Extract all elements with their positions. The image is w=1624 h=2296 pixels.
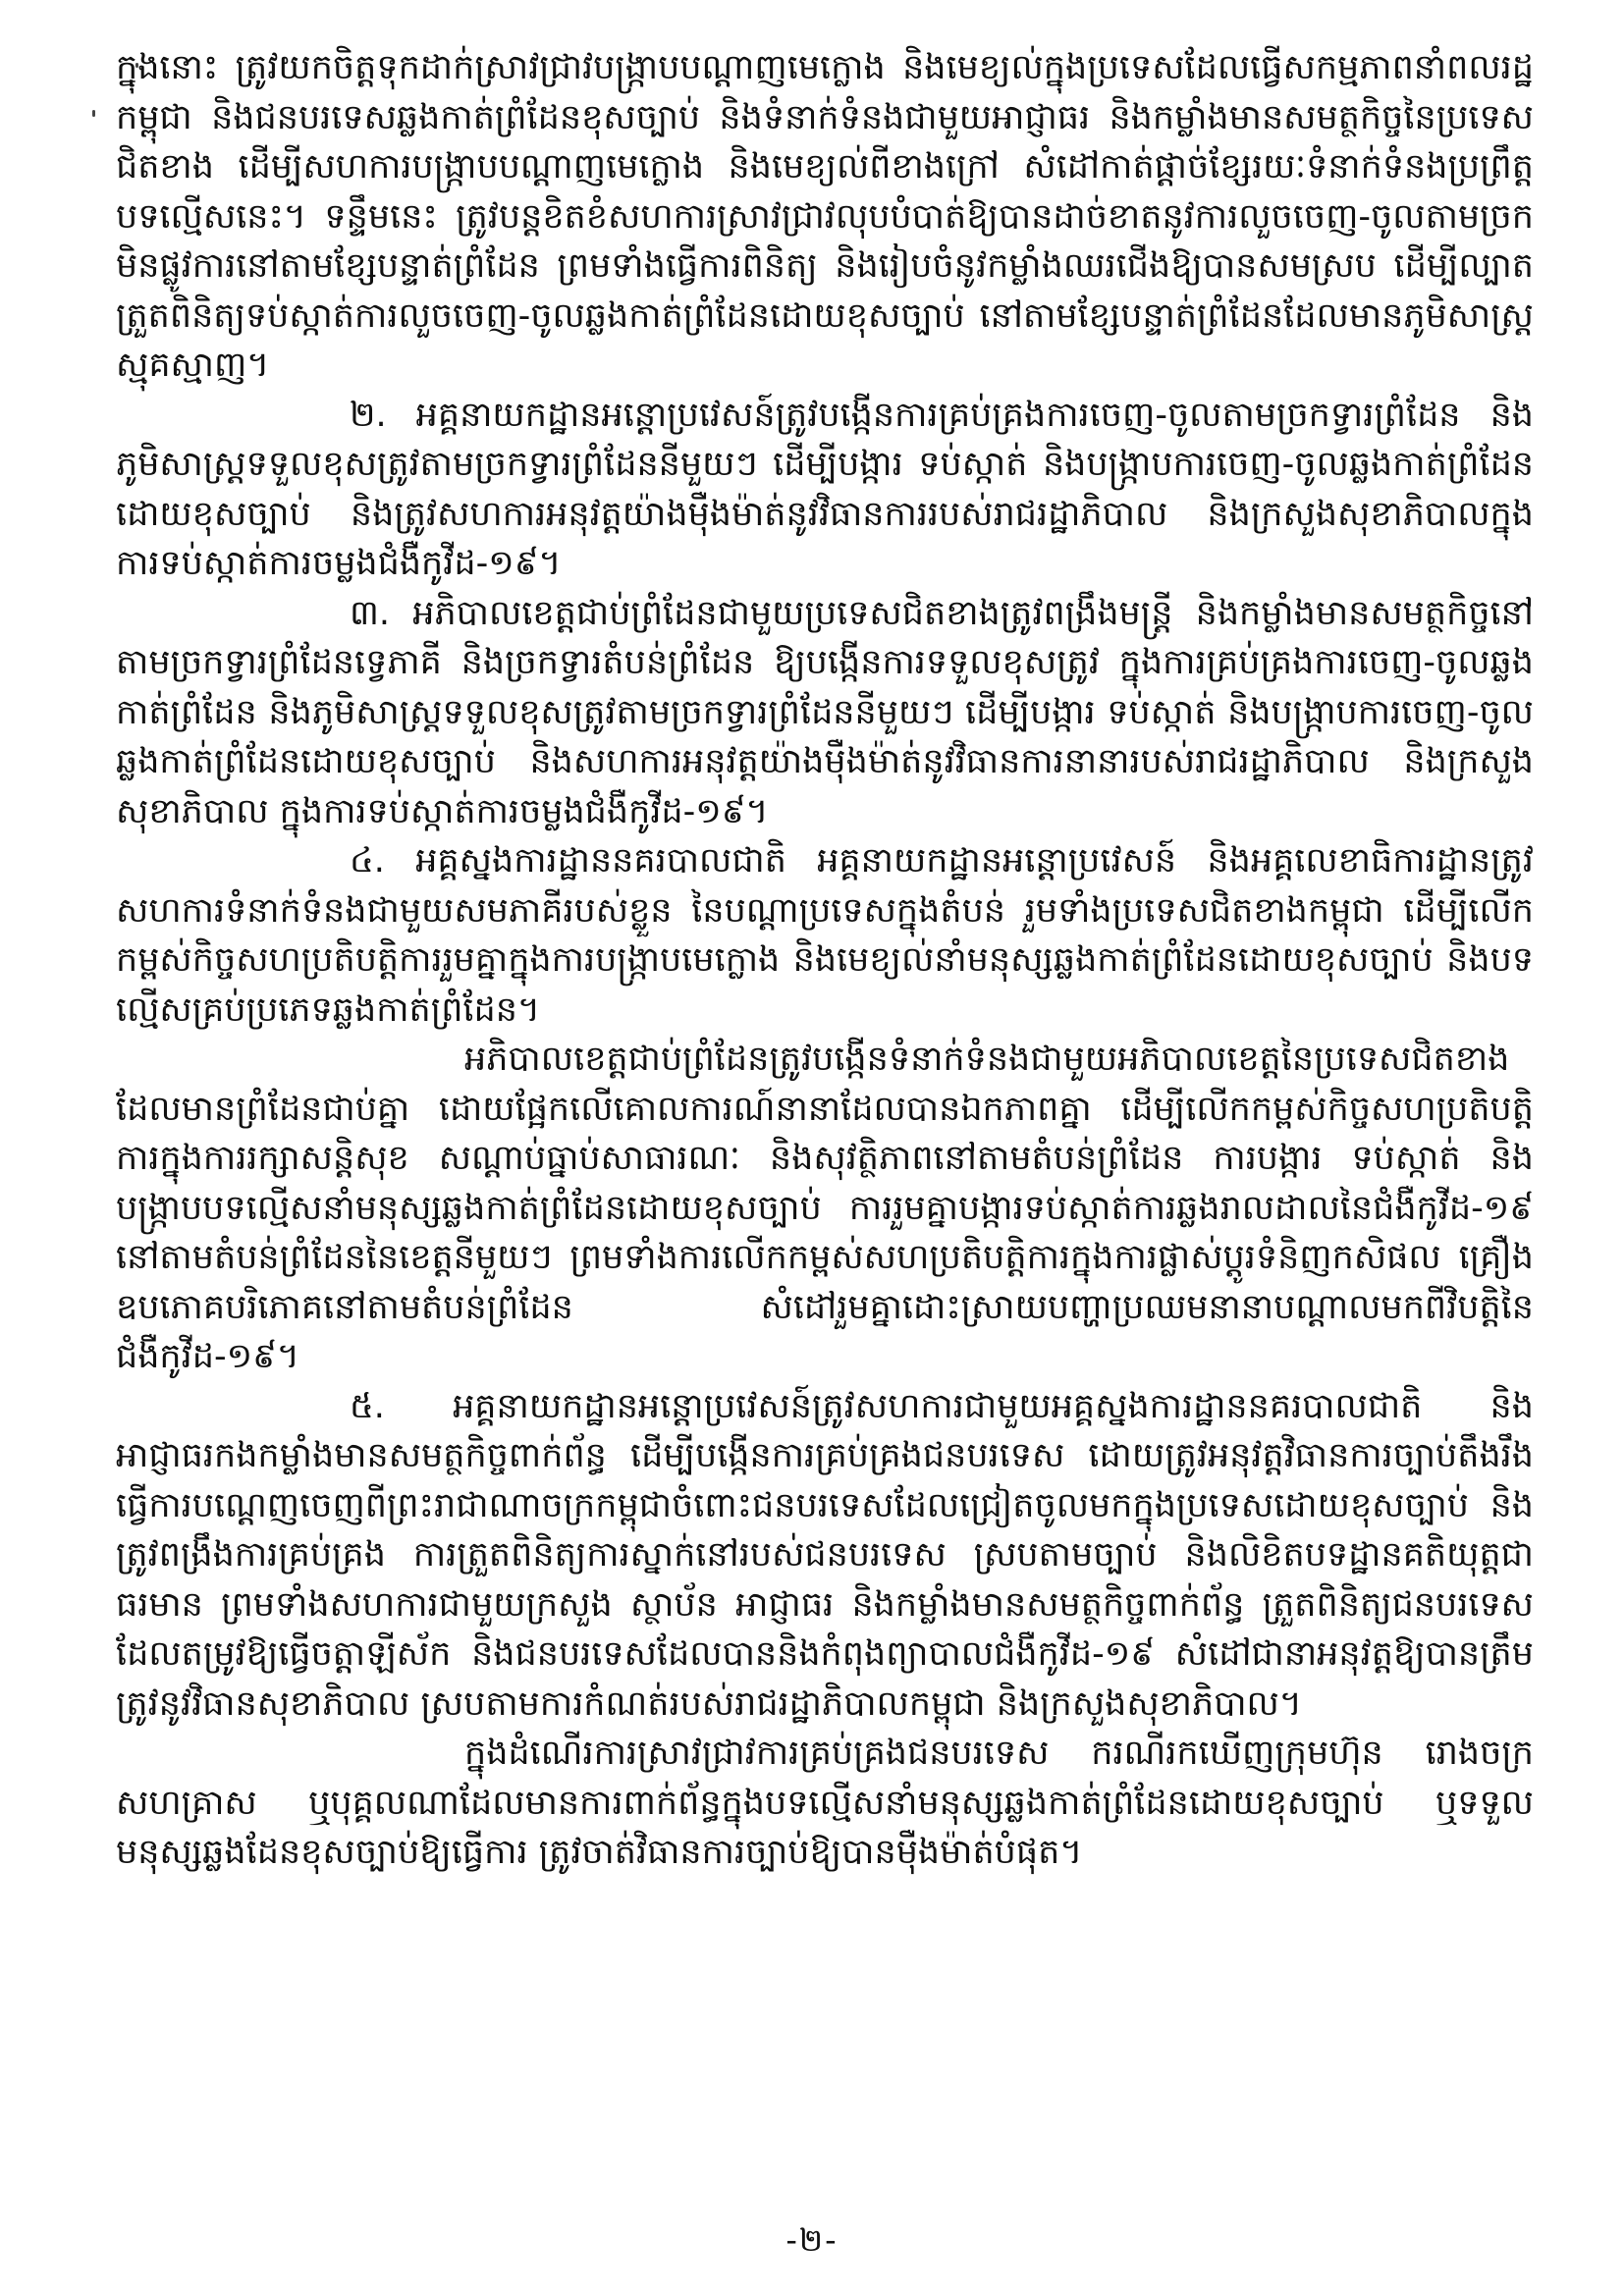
paragraph-item-4-continued: អភិបាលខេត្តជាប់ព្រំដែនត្រូវបង្កើនទំនាក់ទំនងជាមួយអភិបាលខេត្តនៃប្រទេសជិតខាងដែលមានព្រំដែនជាប់គ្នា ដោយផ្អែកលើគោលការណ៍នានាដែលបានឯកភាពគ្នា ដើម្បីលើកកម្ពស់កិច្ចសហប្រតិបត្តិការក្នុងការរក្សាសន្តិសុខ សណ្តាប់ធ្នាប់សាធារណៈ និងសុវត្ថិភាពនៅតាមតំបន់ព្រំដែន ការបង្ការ ទប់ស្កាត់ និងបង្ក្រាបបទល្មើសនាំមនុស្សឆ្លងកាត់ព្រំដែនដោយខុសច្បាប់ ការរួមគ្នាបង្ការទប់ស្កាត់ការឆ្លងរាលដាលនៃជំងឺកូវីដ-១៩ នៅតាមតំបន់ព្រំដែននៃខេត្តនីមួយៗ ព្រមទាំងការលើកកម្ពស់សហប្រតិបត្តិការក្នុងការផ្លាស់ប្តូរទំនិញកសិផល គ្រឿងឧបភោគបរិភោគនៅតាមតំបន់ព្រំដែន សំដៅរួមគ្នាដោះស្រាយបញ្ហាប្រឈមនានាបណ្តាលមកពីវិបត្តិនៃជំងឺកូវីដ-១៩។: [116, 1040, 1534, 1376]
paragraph-intro: ក្នុងនោះ ត្រូវយកចិត្តទុកដាក់ស្រាវជ្រាវបង្ក្រាបបណ្តាញមេក្លោង និងមេខ្យល់ក្នុងប្រទេសដែលធ្វើសកម្មភាពនាំពលរដ្ឋកម្ពុជា និងជនបរទេសឆ្លងកាត់ព្រំដែនខុសច្បាប់ និងទំនាក់ទំនងជាមួយអាជ្ញាធរ និងកម្លាំងមានសមត្ថកិច្ចនៃប្រទេសជិតខាង ដើម្បីសហការបង្ក្រាបបណ្តាញមេក្លោង និងមេខ្យល់ពីខាងក្រៅ សំដៅកាត់ផ្តាច់ខ្សែរយៈទំនាក់ទំនងប្រព្រឹត្តបទល្មើសនេះ។ ទន្ទឹមនេះ ត្រូវបន្តខិតខំសហការស្រាវជ្រាវលុបបំបាត់ឱ្យបានដាច់ខាតនូវការលួចចេញ-ចូលតាមច្រកមិនផ្លូវការនៅតាមខ្សែបន្ទាត់ព្រំដែន ព្រមទាំងធ្វើការពិនិត្យ និងរៀបចំនូវកម្លាំងឈរជើងឱ្យបានសមស្រប ដើម្បីល្បាតត្រួតពិនិត្យទប់ស្កាត់ការលួចចេញ-ចូលឆ្លងកាត់ព្រំដែនដោយខុសច្បាប់ នៅតាមខ្សែបន្ទាត់ព្រំដែនដែលមានភូមិសាស្ត្រស្មុគស្មាញ។: [116, 48, 1534, 385]
scan-speck: [92, 110, 95, 117]
paragraph-item-3: ៣. អភិបាលខេត្តជាប់ព្រំដែនជាមួយប្រទេសជិតខាងត្រូវពង្រឹងមន្ត្រី និងកម្លាំងមានសមត្ថកិច្ចនៅតាមច្រកទ្វារព្រំដែនទ្វេភាគី និងច្រកទ្វារតំបន់ព្រំដែន ឱ្យបង្កើនការទទួលខុសត្រូវ ក្នុងការគ្រប់គ្រងការចេញ-ចូលឆ្លងកាត់ព្រំដែន និងភូមិសាស្ត្រទទួលខុសត្រូវតាមច្រកទ្វារព្រំដែននីមួយៗ ដើម្បីបង្ការ ទប់ស្កាត់ និងបង្ក្រាបការចេញ-ចូលឆ្លងកាត់ព្រំដែនដោយខុសច្បាប់ និងសហការអនុវត្តយ៉ាងម៉ឺងម៉ាត់នូវវិធានការនានារបស់រាជរដ្ឋាភិបាល និងក្រសួងសុខាភិបាល ក្នុងការទប់ស្កាត់ការចម្លងជំងឺកូវីដ-១៩។: [116, 593, 1534, 831]
document-page: [116, 43, 1534, 2242]
paragraph-item-2: ២. អគ្គនាយកដ្ឋានអន្តោប្រវេសន៍ត្រូវបង្កើនការគ្រប់គ្រងការចេញ-ចូលតាមច្រកទ្វារព្រំដែន និងភូមិសាស្ត្រទទួលខុសត្រូវតាមច្រកទ្វារព្រំដែននីមួយៗ ដើម្បីបង្ការ ទប់ស្កាត់ និងបង្ក្រាបការចេញ-ចូលឆ្លងកាត់ព្រំដែនដោយខុសច្បាប់ និងត្រូវសហការអនុវត្តយ៉ាងម៉ឺងម៉ាត់នូវវិធានការរបស់រាជរដ្ឋាភិបាល និងក្រសួងសុខាភិបាលក្នុងការទប់ស្កាត់ការចម្លងជំងឺកូវីដ-១៩។: [116, 395, 1534, 583]
paragraph-item-4: ៤. អគ្គស្នងការដ្ឋាននគរបាលជាតិ អគ្គនាយកដ្ឋានអន្តោប្រវេសន៍ និងអគ្គលេខាធិការដ្ឋានត្រូវសហការទំនាក់ទំនងជាមួយសមភាគីរបស់ខ្លួន នៃបណ្តាប្រទេសក្នុងតំបន់ រួមទាំងប្រទេសជិតខាងកម្ពុជា ដើម្បីលើកកម្ពស់កិច្ចសហប្រតិបត្តិការរួមគ្នាក្នុងការបង្ក្រាបមេក្លោង និងមេខ្យល់នាំមនុស្សឆ្លងកាត់ព្រំដែនដោយខុសច្បាប់ និងបទល្មើសគ្រប់ប្រភេទឆ្លងកាត់ព្រំដែន។: [116, 841, 1534, 1030]
page-number: -២-: [785, 2221, 839, 2259]
paragraph-item-5: ៥. អគ្គនាយកដ្ឋានអន្តោប្រវេសន៍ត្រូវសហការជាមួយអគ្គស្នងការដ្ឋាននគរបាលជាតិ និងអាជ្ញាធរកងកម្លាំងមានសមត្ថកិច្ចពាក់ព័ន្ធ ដើម្បីបង្កើនការគ្រប់គ្រងជនបរទេស ដោយត្រូវអនុវត្តវិធានការច្បាប់តឹងរឹង ធ្វើការបណ្តេញចេញពីព្រះរាជាណាចក្រកម្ពុជាចំពោះជនបរទេសដែលជ្រៀតចូលមកក្នុងប្រទេសដោយខុសច្បាប់ និងត្រូវពង្រឹងការគ្រប់គ្រង ការត្រួតពិនិត្យការស្នាក់នៅរបស់ជនបរទេស ស្របតាមច្បាប់ និងលិខិតបទដ្ឋានគតិយុត្តជាធរមាន ព្រមទាំងសហការជាមួយក្រសួង ស្ថាប័ន អាជ្ញាធរ និងកម្លាំងមានសមត្ថកិច្ចពាក់ព័ន្ធ ត្រួតពិនិត្យជនបរទេសដែលតម្រូវឱ្យធ្វើចត្តាឡីស័ក និងជនបរទេសដែលបាននិងកំពុងព្យាបាលជំងឺកូវីដ-១៩ សំដៅជានាអនុវត្តឱ្យបានត្រឹមត្រូវនូវវិធានសុខាភិបាល ស្របតាមការកំណត់របស់រាជរដ្ឋាភិបាលកម្ពុជា និងក្រសួងសុខាភិបាល។: [116, 1386, 1534, 1724]
paragraph-item-5-continued: ក្នុងដំណើរការស្រាវជ្រាវការគ្រប់គ្រងជនបរទេស ករណីរកឃើញក្រុមហ៊ុន រោងចក្រ សហគ្រាស ឬបុគ្គលណាដែលមានការពាក់ព័ន្ធក្នុងបទល្មើសនាំមនុស្សឆ្លងកាត់ព្រំដែនដោយខុសច្បាប់ ឬទទួលមនុស្សឆ្លងដែនខុសច្បាប់ឱ្យធ្វើការ ត្រូវចាត់វិធានការច្បាប់ឱ្យបានម៉ឺងម៉ាត់បំផុត។: [116, 1734, 1534, 1872]
